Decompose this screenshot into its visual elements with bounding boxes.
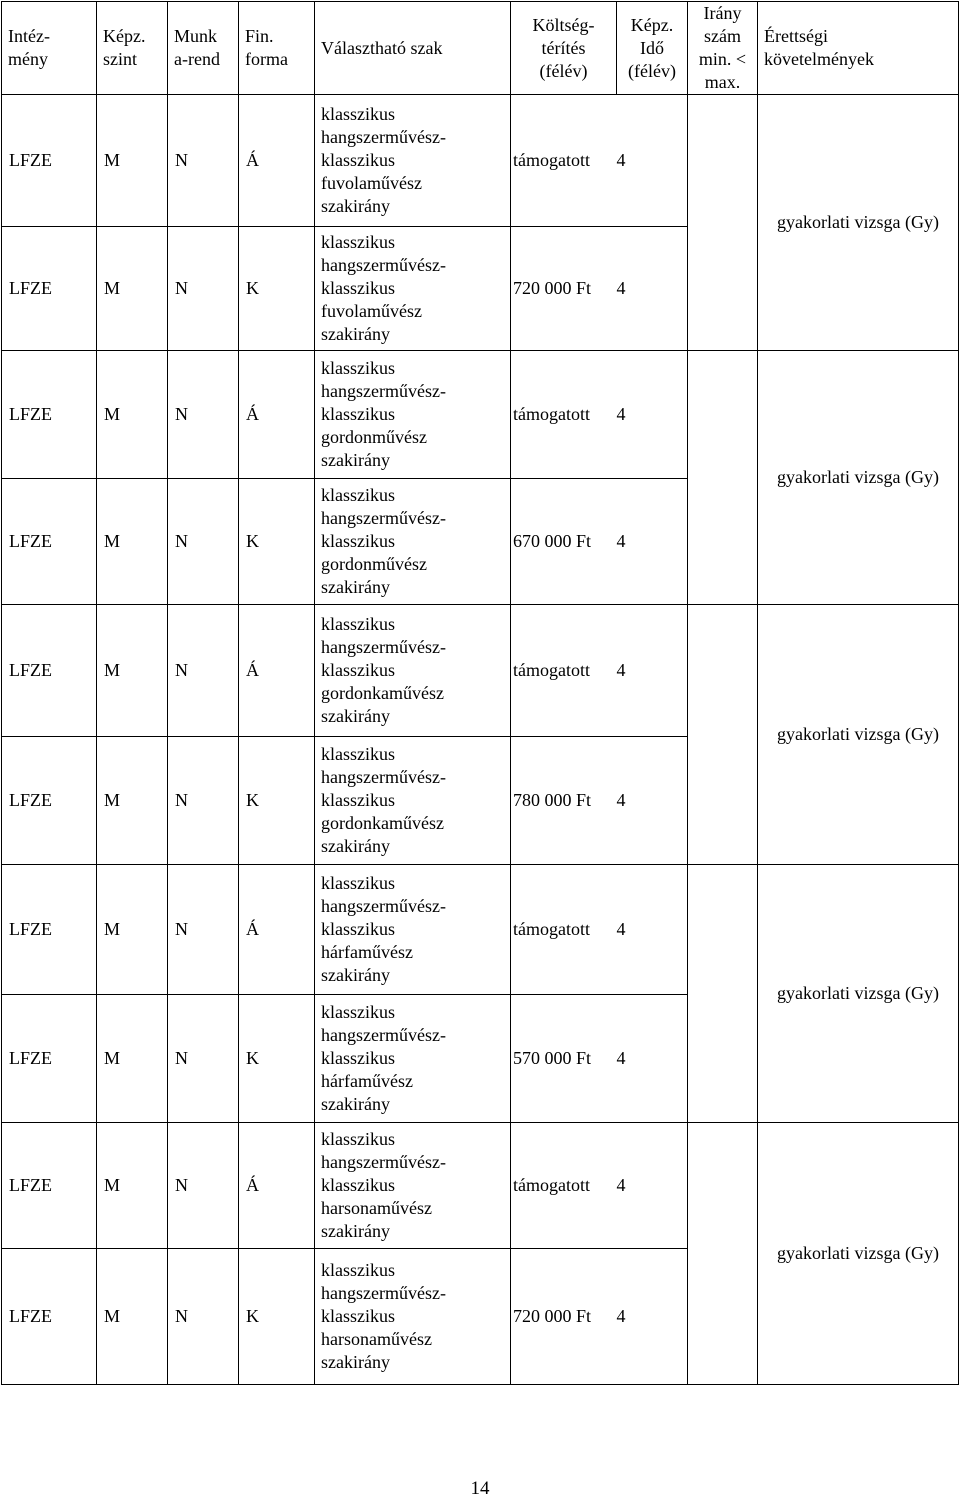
szak-line: szakirány <box>321 1094 390 1114</box>
intezmeny-cell: LFZE <box>2 1249 97 1385</box>
kepz-szint-cell: M <box>97 351 168 479</box>
munkarend-cell: N <box>168 605 239 737</box>
koltsegterites-cell: támogatott <box>511 95 617 227</box>
szak-line: klasszikus <box>321 744 395 764</box>
munkarend-cell: N <box>168 1123 239 1249</box>
szak-line: szakirány <box>321 965 390 985</box>
iranyszam-cell <box>688 865 758 1123</box>
szak-line: klasszikus <box>321 614 395 634</box>
szak-line: szakirány <box>321 450 390 470</box>
szak-cell <box>315 479 511 605</box>
fin-forma-cell: Á <box>239 605 315 737</box>
kepz-ido-cell: 4 <box>617 995 688 1123</box>
iranyszam-cell <box>688 351 758 605</box>
koltsegterites-cell: 720 000 Ft <box>511 227 617 351</box>
szak-line: klasszikus <box>321 358 395 378</box>
kepz-ido-cell: 4 <box>617 865 688 995</box>
erettsegi-cell: gyakorlati vizsga (Gy) <box>758 605 959 865</box>
kepz-ido-cell: 4 <box>617 1123 688 1249</box>
kepz-ido-cell: 4 <box>617 351 688 479</box>
szak-line: szakirány <box>321 196 390 216</box>
szak-cell <box>315 865 511 995</box>
szak-line: hárfaművész <box>321 1071 413 1091</box>
szak-cell <box>315 1123 511 1249</box>
szak-line: klasszikus <box>321 1260 395 1280</box>
szak-line: szakirány <box>321 577 390 597</box>
szak-line: hárfaművész <box>321 942 413 962</box>
szak-line: klasszikus <box>321 531 395 551</box>
szak-cell <box>315 995 511 1123</box>
munkarend-cell: N <box>168 479 239 605</box>
szak-line: szakirány <box>321 706 390 726</box>
kepz-szint-cell: M <box>97 737 168 865</box>
szak-cell <box>315 351 511 479</box>
szak-line: hangszerművész- <box>321 255 446 275</box>
intezmeny-cell: LFZE <box>2 995 97 1123</box>
erettsegi-cell: gyakorlati vizsga (Gy) <box>758 1123 959 1385</box>
kepz-szint-cell: M <box>97 1123 168 1249</box>
intezmeny-cell: LFZE <box>2 479 97 605</box>
munkarend-cell: N <box>168 865 239 995</box>
szak-line: szakirány <box>321 836 390 856</box>
kepz-szint-cell: M <box>97 1249 168 1385</box>
szak-line: klasszikus <box>321 232 395 252</box>
header-valaszthato-szak: Választható szak <box>315 2 511 95</box>
munkarend-cell: N <box>168 737 239 865</box>
koltsegterites-cell: 670 000 Ft <box>511 479 617 605</box>
szak-line: hangszerművész- <box>321 767 446 787</box>
szak-line: hangszerművész- <box>321 127 446 147</box>
header-kepz-szint: Képz. szint <box>97 2 168 95</box>
szak-line: klasszikus <box>321 104 395 124</box>
szak-line: klasszikus <box>321 278 395 298</box>
munkarend-cell: N <box>168 1249 239 1385</box>
szak-line: szakirány <box>321 1221 390 1241</box>
munkarend-cell: N <box>168 227 239 351</box>
header-row <box>2 2 959 95</box>
szak-cell <box>315 605 511 737</box>
header-iranyszam: Irány szám min. < max. <box>688 2 758 95</box>
kepz-ido-cell: 4 <box>617 1249 688 1385</box>
szak-cell <box>315 227 511 351</box>
table-row <box>2 95 959 227</box>
koltsegterites-cell: támogatott <box>511 1123 617 1249</box>
szak-line: klasszikus <box>321 790 395 810</box>
szak-line: szakirány <box>321 324 390 344</box>
koltsegterites-cell: 720 000 Ft <box>511 1249 617 1385</box>
szak-line: klasszikus <box>321 873 395 893</box>
fin-forma-cell: Á <box>239 351 315 479</box>
kepz-szint-cell: M <box>97 227 168 351</box>
kepz-szint-cell: M <box>97 95 168 227</box>
iranyszam-cell <box>688 605 758 865</box>
page-number: 14 <box>470 1478 490 1499</box>
szak-line: klasszikus <box>321 1002 395 1022</box>
program-table <box>1 1 959 1385</box>
intezmeny-cell: LFZE <box>2 351 97 479</box>
szak-line: hangszerművész- <box>321 896 446 916</box>
header-munkarend: Munk a-rend <box>168 2 239 95</box>
szak-cell <box>315 737 511 865</box>
erettsegi-cell: gyakorlati vizsga (Gy) <box>758 865 959 1123</box>
szak-line: fuvolaművész <box>321 301 422 321</box>
kepz-ido-cell: 4 <box>617 479 688 605</box>
szak-line: klasszikus <box>321 660 395 680</box>
fin-forma-cell: K <box>239 995 315 1123</box>
szak-line: hangszerművész- <box>321 637 446 657</box>
fin-forma-cell: K <box>239 227 315 351</box>
munkarend-cell: N <box>168 351 239 479</box>
szak-line: hangszerművész- <box>321 508 446 528</box>
intezmeny-cell: LFZE <box>2 865 97 995</box>
intezmeny-cell: LFZE <box>2 95 97 227</box>
szak-line: klasszikus <box>321 1129 395 1149</box>
koltsegterites-cell: 780 000 Ft <box>511 737 617 865</box>
table-row <box>2 605 959 737</box>
table-row <box>2 1123 959 1249</box>
szak-line: hangszerművész- <box>321 1283 446 1303</box>
szak-cell <box>315 95 511 227</box>
szak-line: klasszikus <box>321 485 395 505</box>
koltsegterites-cell: támogatott <box>511 605 617 737</box>
szak-line: klasszikus <box>321 404 395 424</box>
erettsegi-cell: gyakorlati vizsga (Gy) <box>758 95 959 351</box>
kepz-ido-cell: 4 <box>617 605 688 737</box>
szak-line: harsonaművész <box>321 1198 432 1218</box>
iranyszam-cell <box>688 1123 758 1385</box>
szak-line: gordonkaművész <box>321 813 444 833</box>
koltsegterites-cell: 570 000 Ft <box>511 995 617 1123</box>
szak-line: klasszikus <box>321 1306 395 1326</box>
koltsegterites-cell: támogatott <box>511 865 617 995</box>
szak-line: hangszerművész- <box>321 1025 446 1045</box>
intezmeny-cell: LFZE <box>2 227 97 351</box>
table-row <box>2 351 959 479</box>
szak-line: harsonaművész <box>321 1329 432 1349</box>
szak-line: szakirány <box>321 1352 390 1372</box>
header-kepz-ido: Képz. Idő (félév) <box>617 2 688 95</box>
intezmeny-cell: LFZE <box>2 605 97 737</box>
szak-line: fuvolaművész <box>321 173 422 193</box>
kepz-ido-cell: 4 <box>617 227 688 351</box>
munkarend-cell: N <box>168 995 239 1123</box>
header-intezmeny: Intéz- mény <box>2 2 97 95</box>
erettsegi-cell: gyakorlati vizsga (Gy) <box>758 351 959 605</box>
kepz-szint-cell: M <box>97 605 168 737</box>
fin-forma-cell: Á <box>239 865 315 995</box>
munkarend-cell: N <box>168 95 239 227</box>
fin-forma-cell: Á <box>239 1123 315 1249</box>
intezmeny-cell: LFZE <box>2 1123 97 1249</box>
intezmeny-cell: LFZE <box>2 737 97 865</box>
header-erettsegi: Érettségi követelmények <box>758 2 959 95</box>
kepz-szint-cell: M <box>97 995 168 1123</box>
kepz-szint-cell: M <box>97 865 168 995</box>
kepz-ido-cell: 4 <box>617 737 688 865</box>
koltsegterites-cell: támogatott <box>511 351 617 479</box>
kepz-szint-cell: M <box>97 479 168 605</box>
header-koltsegterites: Költség- térítés (félév) <box>511 2 617 95</box>
header-fin-forma: Fin. forma <box>239 2 315 95</box>
fin-forma-cell: K <box>239 1249 315 1385</box>
szak-line: hangszerművész- <box>321 381 446 401</box>
table-row <box>2 865 959 995</box>
szak-line: klasszikus <box>321 1048 395 1068</box>
kepz-ido-cell: 4 <box>617 95 688 227</box>
fin-forma-cell: Á <box>239 95 315 227</box>
szak-line: gordonművész <box>321 554 427 574</box>
fin-forma-cell: K <box>239 737 315 865</box>
szak-line: klasszikus <box>321 1175 395 1195</box>
szak-cell <box>315 1249 511 1385</box>
iranyszam-cell <box>688 95 758 351</box>
fin-forma-cell: K <box>239 479 315 605</box>
szak-line: gordonművész <box>321 427 427 447</box>
szak-line: gordonkaművész <box>321 683 444 703</box>
szak-line: klasszikus <box>321 150 395 170</box>
szak-line: klasszikus <box>321 919 395 939</box>
szak-line: hangszerművész- <box>321 1152 446 1172</box>
